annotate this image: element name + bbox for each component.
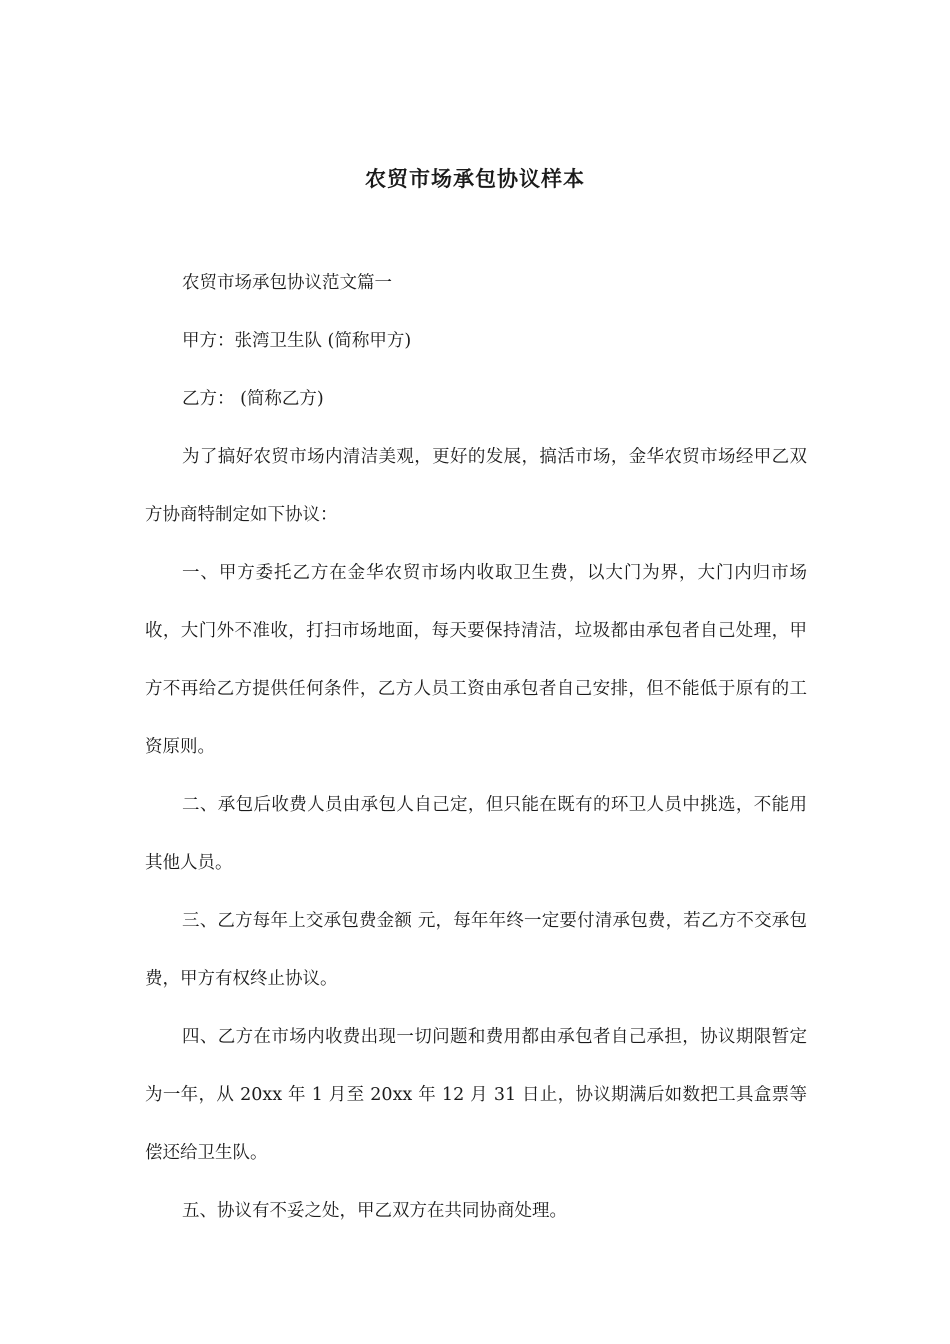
document-title: 农贸市场承包协议样本 <box>365 166 585 191</box>
paragraph-clause-4: 四、乙方在市场内收费出现一切问题和费用都由承包者自己承担，协议期限暂定为一年，从 20xx 年 1 月至 20xx 年 12 月 31 日止，协议期满后如数把工具盒票等偿还给卫生队。 <box>145 1027 807 1163</box>
paragraph-preamble: 为了搞好农贸市场内清洁美观，更好的发展，搞活市场，金华农贸市场经甲乙双方协商特制定如下协议： <box>145 447 807 525</box>
paragraph-party-a: 甲方：张湾卫生队 (简称甲方) <box>182 331 412 351</box>
paragraph-party-b: 乙方： (简称乙方) <box>182 389 324 409</box>
paragraph-clause-5: 五、协议有不妥之处，甲乙双方在共同协商处理。 <box>182 1201 567 1221</box>
document-body <box>145 254 807 1240</box>
paragraph-clause-1: 一、甲方委托乙方在金华农贸市场内收取卫生费，以大门为界，大门内归市场收，大门外不准收，打扫市场地面，每天要保持清洁，垃圾都由承包者自己处理，甲方不再给乙方提供任何条件，乙方人员工资由承包者自己安排，但不能低于原有的工资原则。 <box>145 563 807 757</box>
paragraph-clause-2: 二、承包后收费人员由承包人自己定，但只能在既有的环卫人员中挑选，不能用其他人员。 <box>145 795 807 873</box>
paragraph-subtitle: 农贸市场承包协议范文篇一 <box>182 273 392 293</box>
paragraph-clause-3: 三、乙方每年上交承包费金额 元，每年年终一定要付清承包费，若乙方不交承包费，甲方有权终止协议。 <box>145 911 807 989</box>
